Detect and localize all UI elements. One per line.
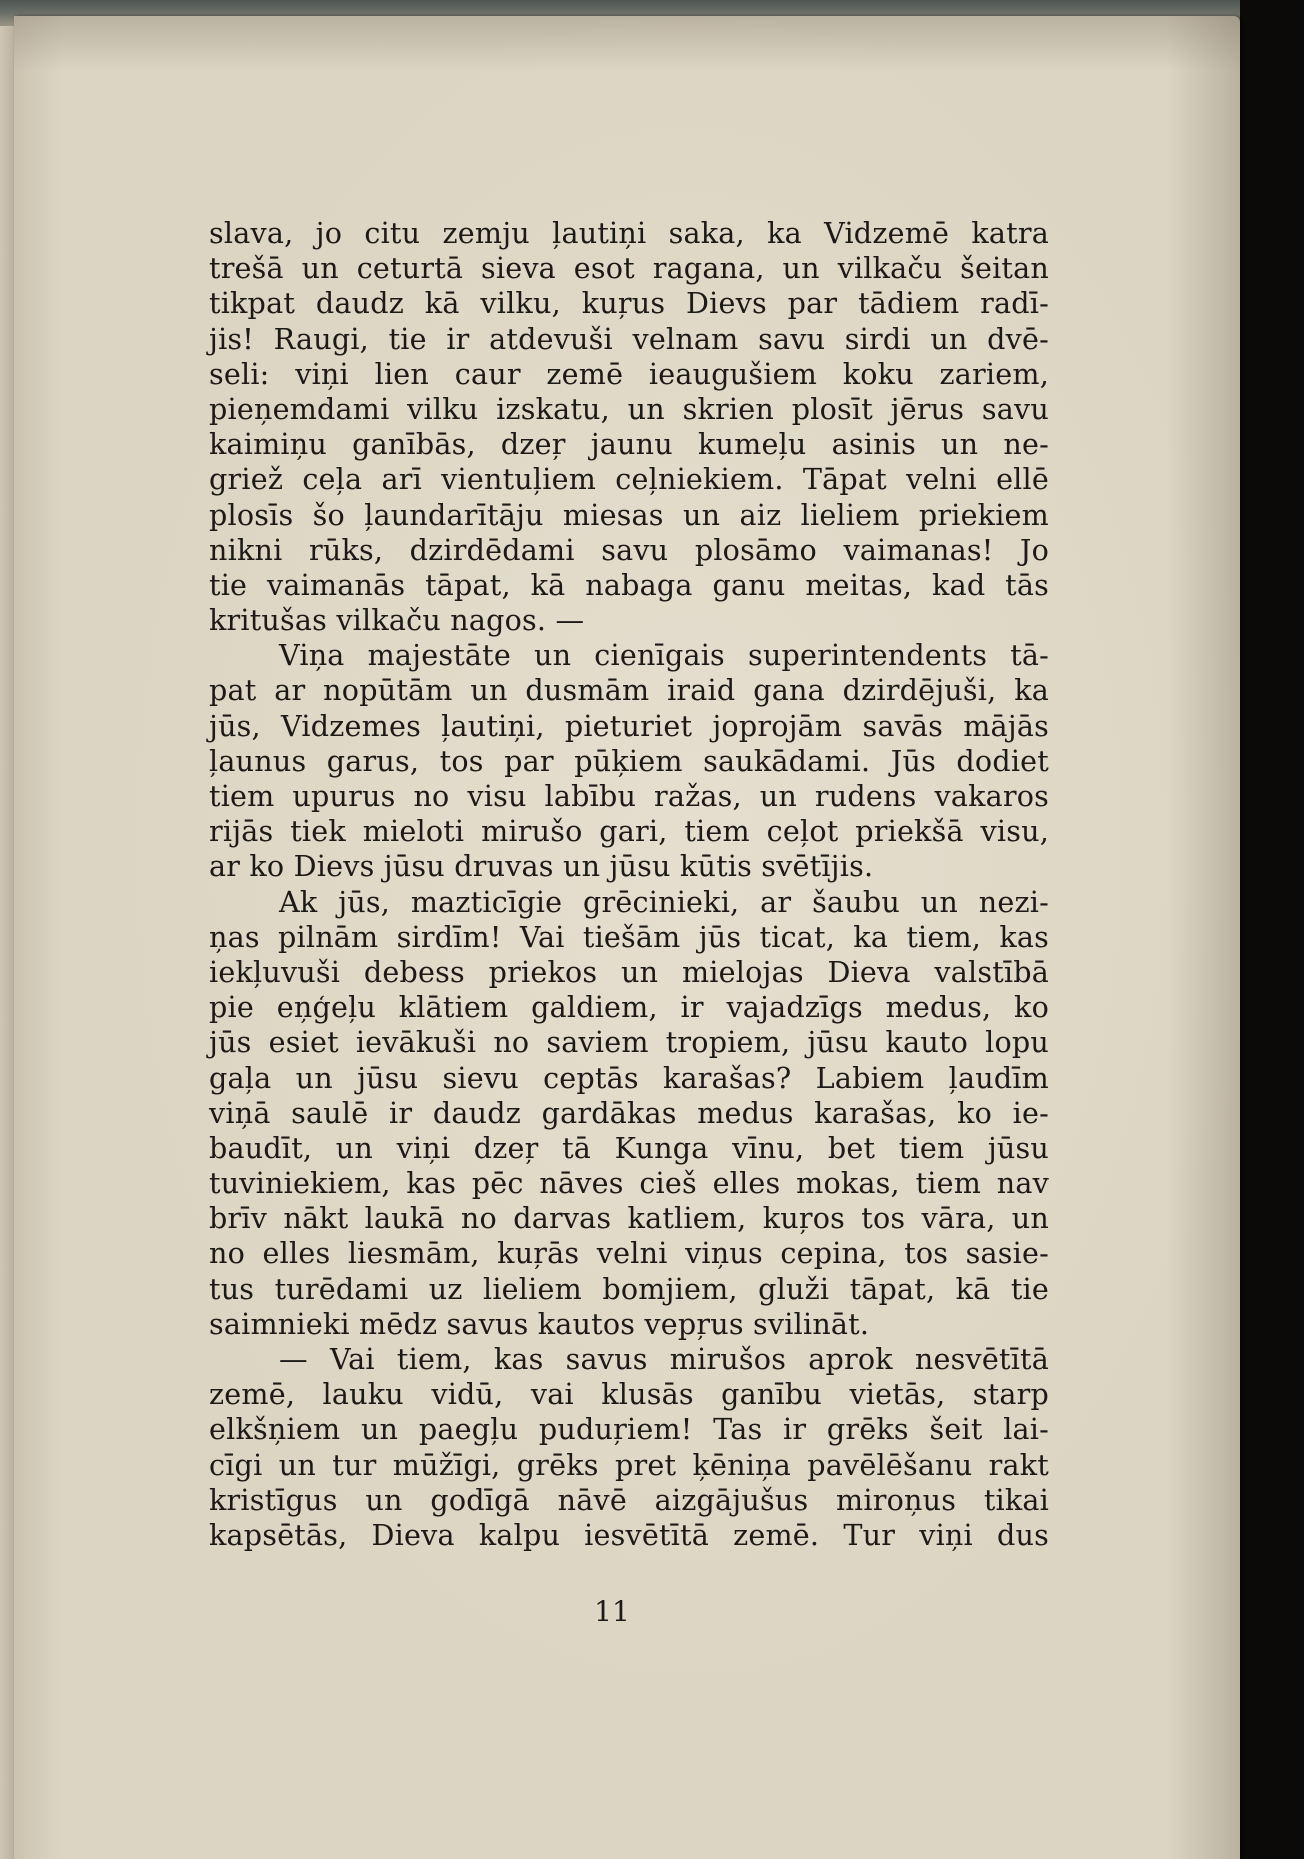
text-line: tiem upurus no visu labību ražas, un rudens vakaros — [209, 779, 1049, 813]
text-line: tie vaimanās tāpat, kā nabaga ganu meitas, kad tās — [209, 567, 1049, 602]
text-line: zemē, lauku vidū, vai klusās ganību vietās, starp — [209, 1377, 1049, 1412]
text-line: rijās tiek mieloti mirušo gari, tiem ceļot priekšā visu, — [209, 814, 1049, 849]
text-line: jūs esiet ievākuši no saviem tropiem, jūsu kauto lopu — [209, 1025, 1049, 1060]
text-line: slava, jo citu zemju ļautiņi saka, ka Vidzemē katra — [209, 216, 1049, 250]
text-line: pat ar nopūtām un dusmām iraid gana dzirdējuši, ka — [209, 673, 1049, 708]
text-line: gaļa un jūsu sievu ceptās karašas? Labiem ļaudīm — [209, 1060, 1049, 1095]
page-number-container — [14, 1595, 1240, 1628]
text-line: plosīs šo ļaundarītāju miesas un aiz lieliem priekiem — [209, 497, 1049, 532]
text-line: pie eņģeļu klātiem galdiem, ir vajadzīgs medus, ko — [209, 990, 1049, 1025]
text-line: nikni rūks, dzirdēdami savu plosāmo vaimanas! Jo — [209, 532, 1049, 567]
text-line: saimnieki mēdz savus kautos vepŗus svilināt. — [209, 1306, 870, 1341]
text-line: brīv nākt laukā no darvas katliem, kuŗos tos vāra, un — [209, 1201, 1049, 1236]
text-line: ļaunus garus, tos par pūķiem saukādami. Jūs dodiet — [209, 743, 1049, 778]
text-line: Ak jūs, mazticīgie grēcinieki, ar šaubu un nezi- — [279, 884, 1049, 919]
text-line: baudīt, un viņi dzeŗ tā Kunga vīnu, bet tiem jūsu — [209, 1130, 1049, 1165]
text-line: seli: viņi lien caur zemē ieaugušiem koku zariem, — [209, 356, 1049, 391]
text-line: kapsētās, Dieva kalpu iesvētītā zemē. Tur viņi dus — [209, 1517, 1049, 1552]
text-line: Viņa majestāte un cienīgais superintendents tā- — [279, 638, 1049, 673]
text-line: — Vai tiem, kas savus mirušos aprok nesvētītā — [279, 1342, 1049, 1376]
text-line: tus turēdami uz lieliem bomjiem, gluži tāpat, kā tie — [209, 1271, 1049, 1306]
text-line: no elles liesmām, kuŗās velni viņus cepina, tos sasie- — [209, 1236, 1049, 1271]
text-line: jis! Raugi, tie ir atdevuši velnam savu sirdi un dvē- — [209, 321, 1049, 356]
text-line: cīgi un tur mūžīgi, grēks pret ķēniņa pavēlēšanu rakt — [209, 1447, 1049, 1482]
text-line: trešā un ceturtā sieva esot ragana, un vilkaču šeitan — [209, 251, 1049, 286]
text-line: jūs, Vidzemes ļautiņi, pieturiet joprojām savās mājās — [209, 708, 1049, 743]
text-line: kaimiņu ganībās, dzeŗ jaunu kumeļu asinis un ne- — [209, 427, 1049, 462]
text-line: griež ceļa arī vientuļiem ceļniekiem. Tāpat velni ellē — [209, 462, 1049, 497]
page-number: 11 — [594, 1595, 630, 1628]
text-line: iekļuvuši debess priekos un mielojas Dieva valstībā — [209, 954, 1049, 989]
text-line: ar ko Dievs jūsu druvas un jūsu kūtis svētījis. — [209, 849, 874, 884]
text-line: elkšņiem un paegļu puduŗiem! Tas ir grēks šeit lai- — [209, 1412, 1049, 1447]
text-line: tuviniekiem, kas pēc nāves cieš elles mokas, tiem nav — [209, 1166, 1049, 1201]
text-line: tikpat daudz kā vilku, kuŗus Dievs par tādiem radī- — [209, 286, 1049, 321]
text-line: kritušas vilkaču nagos. — — [209, 603, 585, 638]
body-text — [209, 216, 1049, 1553]
text-line: pieņemdami vilku izskatu, un skrien plosīt jērus savu — [209, 391, 1049, 426]
text-line: kristīgus un godīgā nāvē aizgājušus miroņus tikai — [209, 1482, 1049, 1517]
text-line: ņas pilnām sirdīm! Vai tiešām jūs ticat, ka tiem, kas — [209, 919, 1049, 954]
book-page — [14, 16, 1240, 1859]
text-line: viņā saulē ir daudz gardākas medus karašas, ko ie- — [209, 1095, 1049, 1130]
